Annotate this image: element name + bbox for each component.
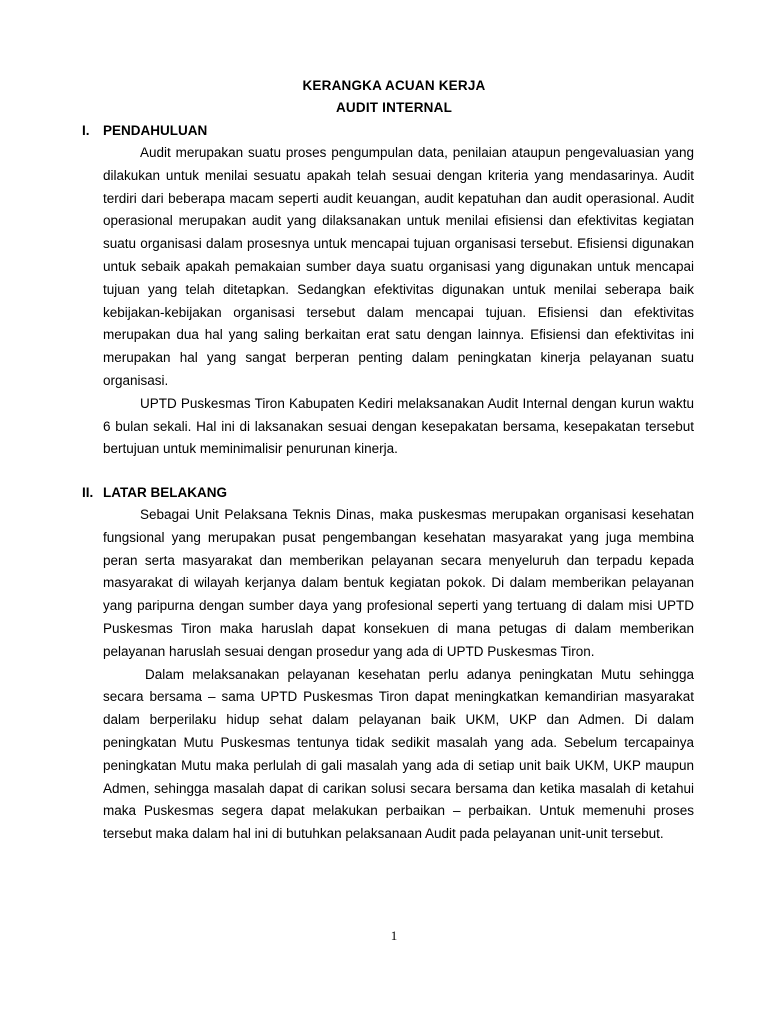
paragraph: Dalam melaksanakan pelayanan kesehatan perlu adanya peningkatan Mutu sehingga secara bersama – sama UPTD Puskesmas Tiron dapat meningkatkan kemandirian masyarakat dalam berperilaku hidup sehat dalam pelayanan baik UKM, UKP dan Admen. Di dalam peningkatan Mutu Puskesmas tentunya tidak sedikit masalah yang ada. Sebelum tercapainya peningkatan Mutu maka perlulah di gali masalah yang ada di setiap unit baik UKM, UKP maupun Admen, sehingga masalah dapat di carikan solusi secara bersama dan ketika masalah di ketahui maka Puskesmas segera dapat melakukan perbaikan – perbaikan. Untuk memenuhi proses tersebut maka dalam hal ini di butuhkan pelaksanaan Audit pada pelayanan unit-unit tersebut. <box>103 666 694 842</box>
paragraph: UPTD Puskesmas Tiron Kabupaten Kediri melaksanakan Audit Internal dengan kurun waktu 6 bulan sekali. Hal ini di laksanakan sesuai dengan kesepakatan bersama, kesepakatan tersebut bertujuan untuk meminimalisir penurunan kinerja. <box>103 395 694 457</box>
section-title: LATAR BELAKANG <box>103 485 227 500</box>
section-body-latar-belakang <box>103 504 694 846</box>
section-number: I. <box>82 123 90 138</box>
section-number: II. <box>82 485 94 500</box>
page-number: 1 <box>390 928 398 943</box>
section-heading-latar-belakang <box>82 485 227 500</box>
document-title: KERANGKA ACUAN KERJA <box>302 78 486 93</box>
paragraph: Audit merupakan suatu proses pengumpulan data, penilaian ataupun pengevaluasian yang dilakukan untuk menilai sesuatu apakah telah sesuai dengan kriteria yang mendasarinya. Audit terdiri dari beberapa macam seperti audit keuangan, audit kepatuhan dan audit operasional. Audit operasional merupakan audit yang dilaksanakan untuk menilai efisiensi dan efektivitas kegiatan suatu organisasi dalam prosesnya untuk mencapai tujuan organisasi tersebut. Efisiensi digunakan untuk sebaik apakah pemakaian sumber daya suatu organisasi yang digunakan untuk mencapai tujuan yang telah ditetapkan. Sedangkan efektivitas digunakan untuk menilai seberapa baik kebijakan-kebijakan organisasi tersebut dalam mencapai tujuan. Efisiensi dan efektivitas merupakan dua hal yang saling berkaitan erat satu dengan lainnya. Efisiensi dan efektivitas ini merupakan hal yang sangat berperan penting dalam peningkatan kinerja pelayanan suatu organisasi. <box>103 145 694 388</box>
paragraph: Sebagai Unit Pelaksana Teknis Dinas, maka puskesmas merupakan organisasi kesehatan fungsional yang merupakan pusat pengembangan kesehatan masyarakat yang juga membina peran serta masyarakat dan memberikan pelayanan secara menyeluruh dan terpadu kepada masyarakat di wilayah kerjanya dalam bentuk kegiatan pokok. Di dalam memberikan pelayanan yang paripurna dengan sumber daya yang profesional seperti yang tertuang di dalam misi UPTD Puskesmas Tiron maka haruslah dapat konsekuen di mana petugas di dalam memberikan pelayanan haruslah sesuai dengan prosedur yang ada di UPTD Puskesmas Tiron. <box>103 507 694 659</box>
document-subtitle: AUDIT INTERNAL <box>335 100 453 115</box>
section-heading-pendahuluan <box>82 123 207 138</box>
section-body-pendahuluan <box>103 142 694 461</box>
section-title: PENDAHULUAN <box>103 123 208 138</box>
